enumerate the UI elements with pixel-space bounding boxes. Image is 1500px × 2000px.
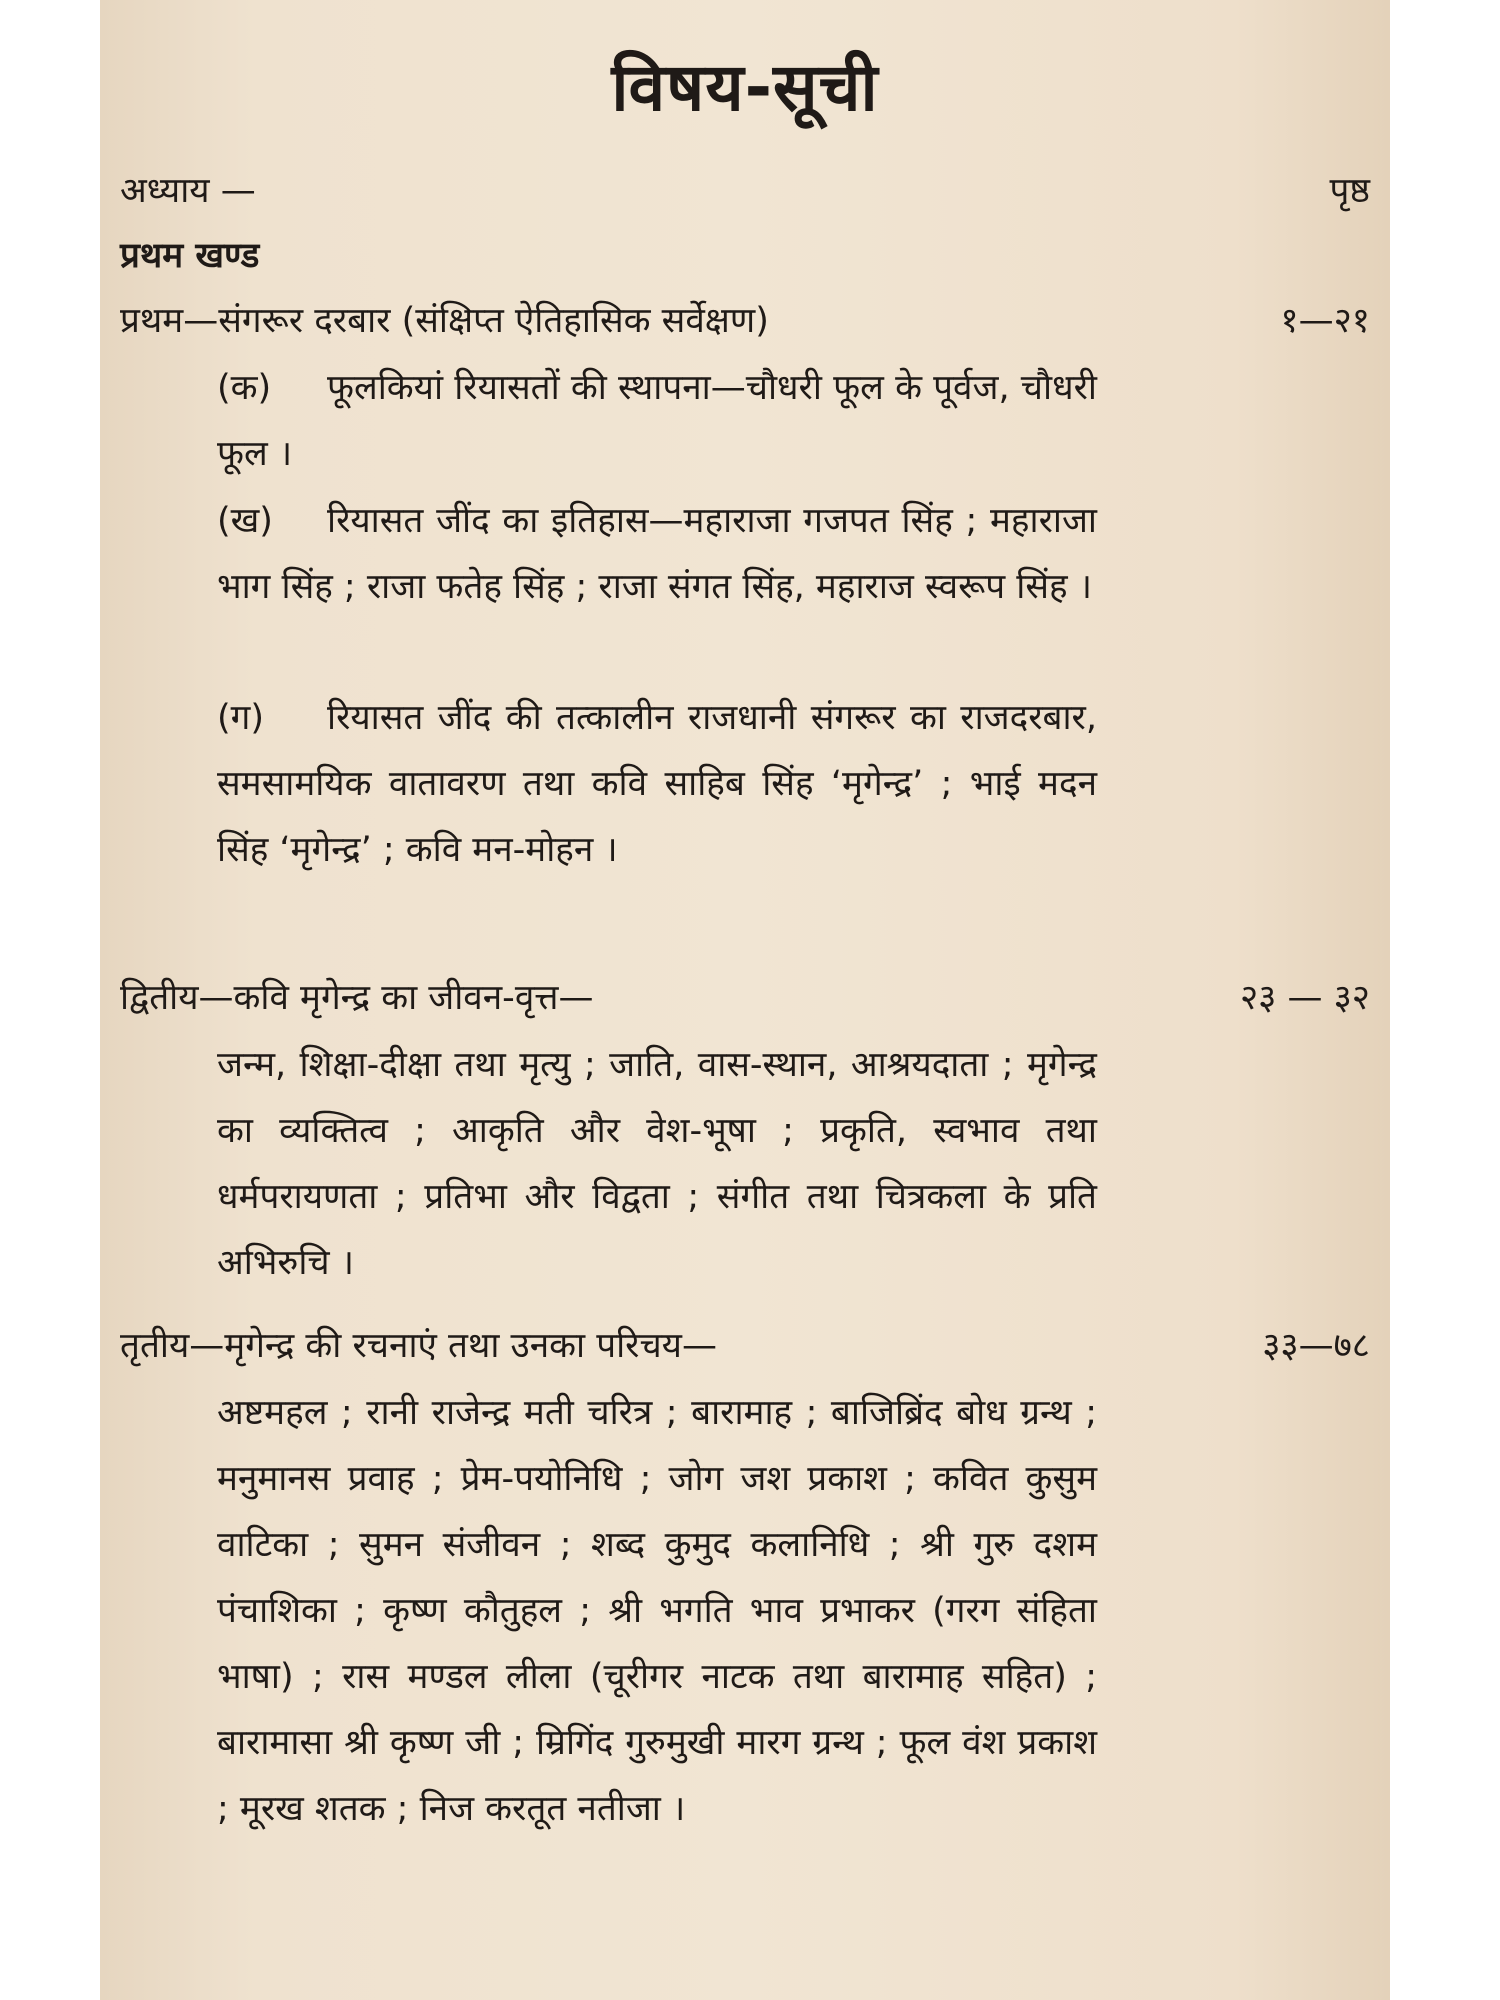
chapter-heading: द्वितीय—कवि मृगेन्द्र का जीवन-वृत्त— [120, 978, 594, 1018]
chapter-column-label: अध्याय — [120, 171, 256, 211]
subitem-text: रियासत जींद का इतिहास—महाराजा गजपत सिंह ; महाराजा भाग सिंह ; राजा फतेह सिंह ; राजा संगत सिंह, महाराज स्वरूप सिंह । [217, 501, 1097, 607]
subitem-marker: (ख) [217, 501, 273, 541]
subitem-text: फूलकियां रियासतों की स्थापना—चौधरी फूल के पूर्वज, चौधरी फूल । [217, 368, 1097, 474]
chapter-subitem [217, 488, 1097, 620]
chapter-contents: अष्टमहल ; रानी राजेन्द्र मती चरित्र ; बारामाह ; बाजिब्रिंद बोध ग्रन्थ ; मनुमानस प्रवाह ; प्रेम-पयोनिधि ; जोग जश प्रकाश ; कवित कुसुम वाटिका ; सुमन संजीवन ; शब्द कुमुद कलानिधि ; श्री गुरु दशम पंचाशिका ; कृष्ण कौतुहल ; श्री भगति भाव प्रभाकर (गरग संहिता भाषा) ; रास मण्डल लीला (चूरीगर नाटक तथा बारामाह सहित) ; बारामासा श्री कृष्ण जी ; म्रिगिंद गुरुमुखी मारग ग्रन्थ ; फूल वंश प्रकाश ; मूरख शतक ; निज करतूत नतीजा । [217, 1393, 1097, 1829]
chapter-heading: प्रथम—संगरूर दरबार (संक्षिप्त ऐतिहासिक सर्वेक्षण) [120, 301, 769, 341]
section-heading: प्रथम खण्ड [120, 236, 260, 276]
subitem-marker: (ग) [217, 698, 265, 738]
chapter-contents: जन्म, शिक्षा-दीक्षा तथा मृत्यु ; जाति, वास-स्थान, आश्रयदाता ; मृगेन्द्र का व्यक्तित्व ; आकृति और वेश-भूषा ; प्रकृति, स्वभाव तथा धर्मपरायणता ; प्रतिभा और विद्वता ; संगीत तथा चित्रकला के प्रति अभिरुचि । [217, 1045, 1097, 1283]
chapter-subitem [217, 685, 1097, 883]
page-title: विषय-सूची [611, 49, 879, 126]
chapter-heading: तृतीय—मृगेन्द्र की रचनाएं तथा उनका परिचय— [120, 1326, 717, 1366]
chapter-pages: ३३—७८ [1262, 1326, 1370, 1366]
chapter-subitem [217, 355, 1097, 487]
chapter-pages: १—२१ [1280, 301, 1370, 341]
subitem-marker: (क) [217, 368, 272, 408]
chapter-pages: २३ — ३२ [1239, 978, 1370, 1018]
subitem-text: रियासत जींद की तत्कालीन राजधानी संगरूर का राजदरबार, समसामयिक वातावरण तथा कवि साहिब सिंह ‘मृगेन्द्र’ ; भाई मदन सिंह ‘मृगेन्द्र’ ; कवि मन-मोहन । [217, 698, 1097, 870]
book-page [100, 0, 1390, 2000]
page-column-label: पृष्ठ [1329, 171, 1370, 211]
